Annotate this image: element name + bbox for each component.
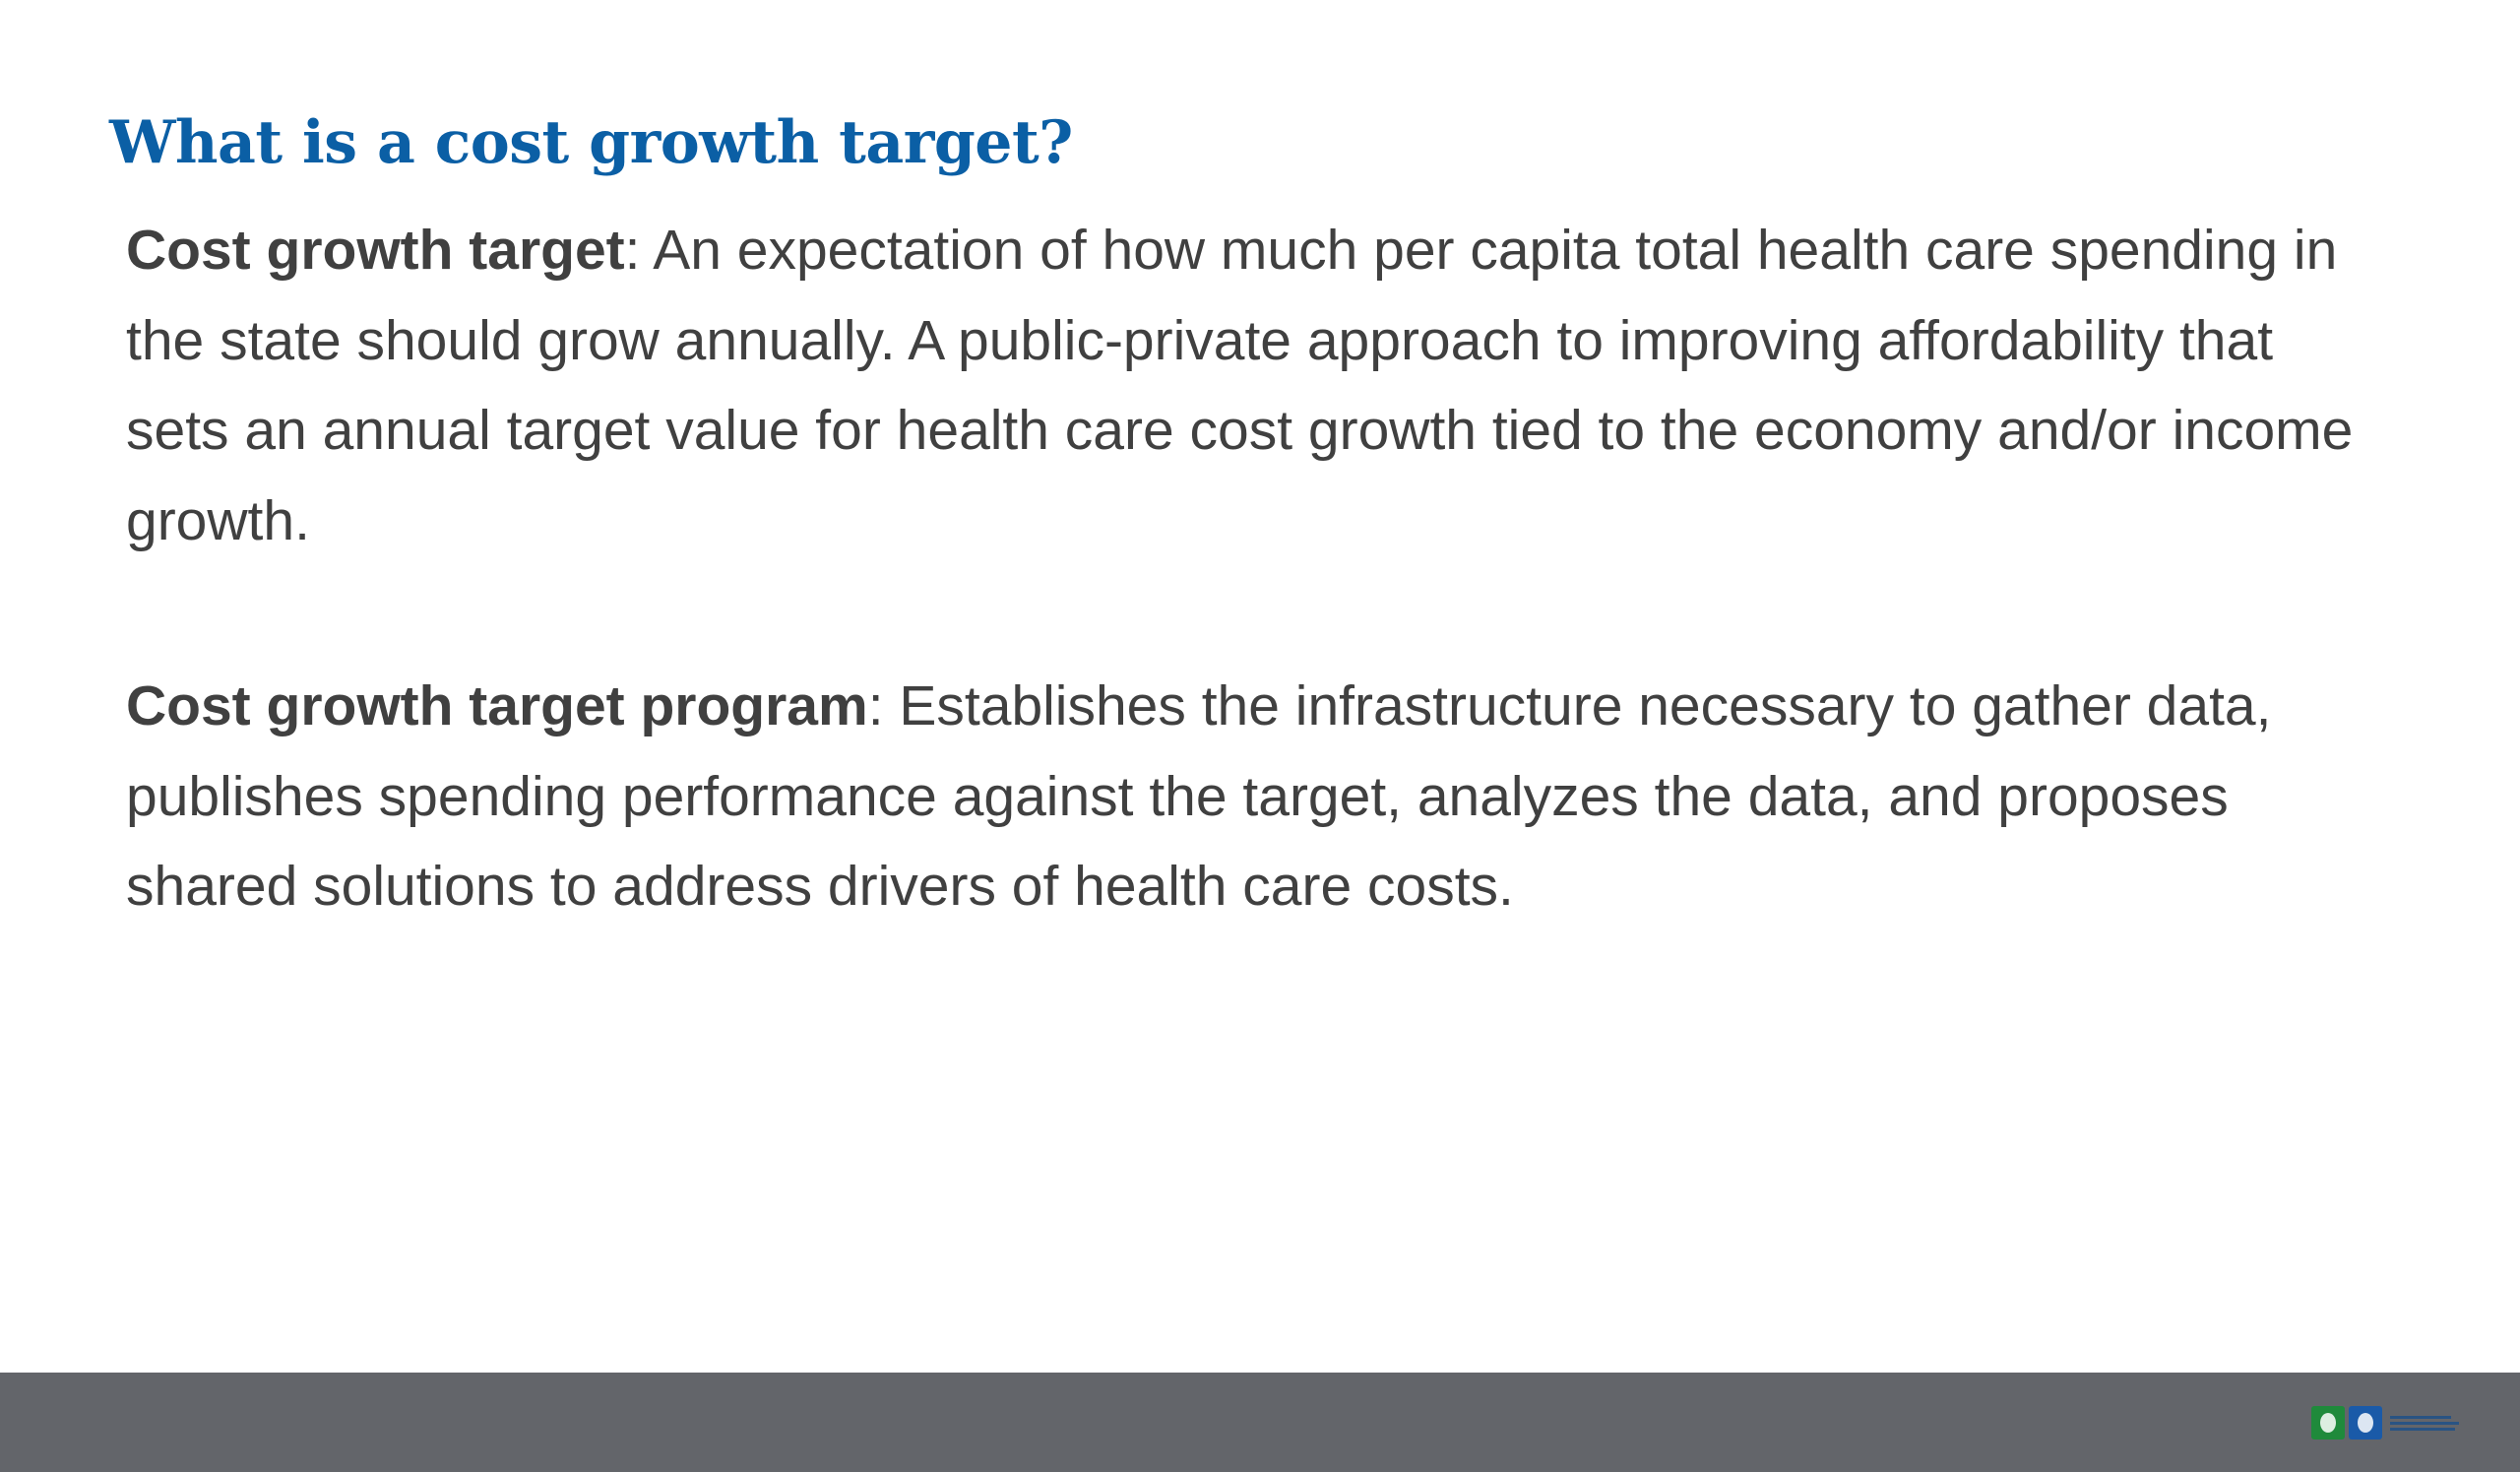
footer-bar [0,1373,2520,1472]
globe-logo-icon [2349,1406,2382,1440]
definition-term: Cost growth target program [126,674,868,737]
slide-title: What is a cost growth target? [109,108,1073,177]
definition-cost-growth-target [126,206,2380,566]
logo-wordmark [2390,1416,2459,1431]
definition-cost-growth-target-program [126,662,2380,932]
organization-logo [2311,1406,2459,1440]
definition-text: An expectation of how much per capita total health care spending in the state should grow annually. A public-private approach to improving affordability that sets an annual target value for health care cost growth tied to the economy and/or income growth. [126,219,2354,552]
definition-text: Establishes the infrastructure necessary to gather data, publishes spending performance against the target, analyzes the data, and proposes shared solutions to address drivers of health care costs. [126,674,2272,918]
definition-separator: : [867,674,884,737]
definition-term: Cost growth target [126,219,625,282]
definition-separator: : [624,219,641,282]
leaf-logo-icon [2311,1406,2345,1440]
